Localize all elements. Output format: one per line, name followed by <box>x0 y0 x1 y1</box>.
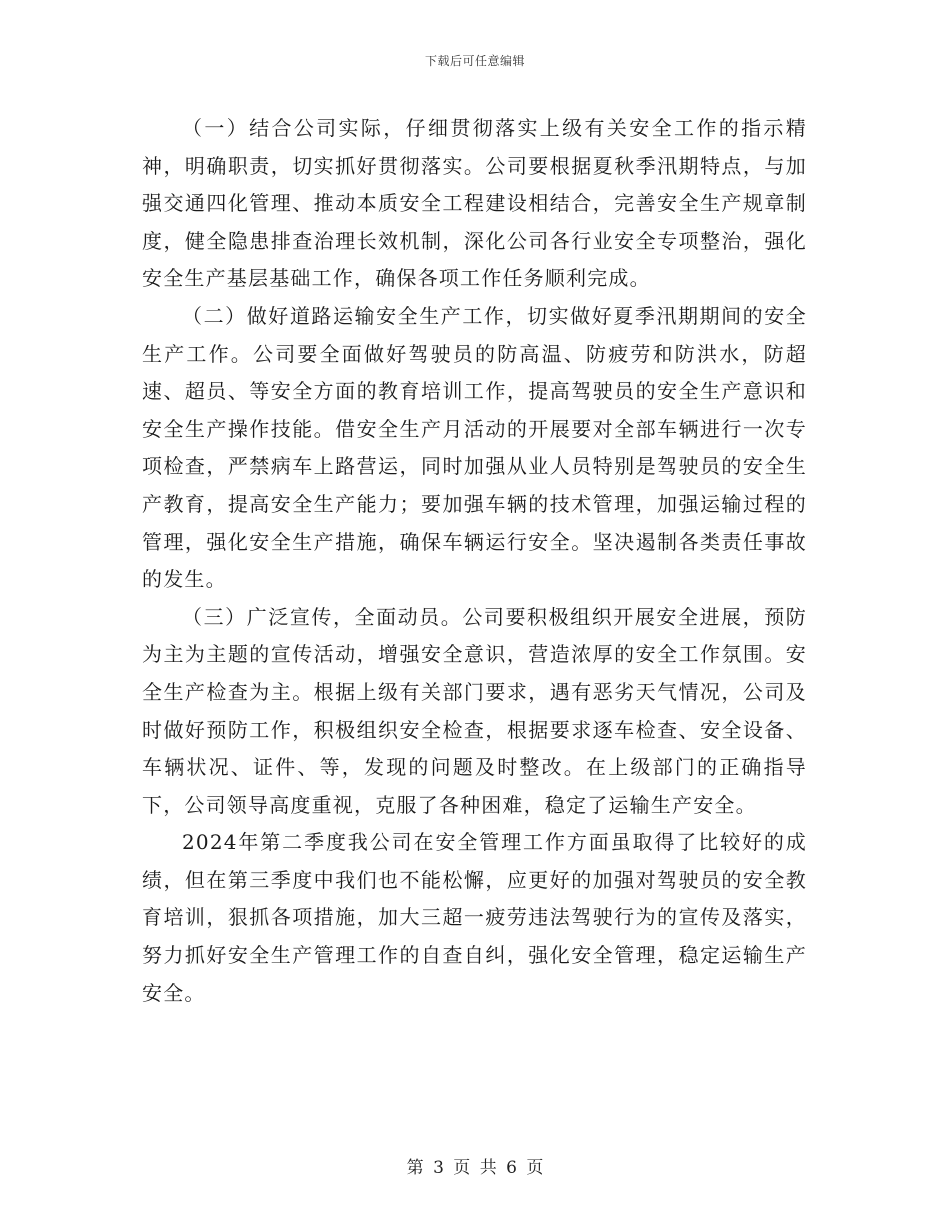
paragraph-section-three: （三）广泛宣传，全面动员。公司要积极组织开展安全进展，预防为主为主题的宣传活动，增强安全意识，营造浓厚的安全工作氛围。安全生产检查为主。根据上级有关部门要求，遇有恶劣天气情况，公司及时做好预防工作，积极组织安全检查，根据要求逐车检查、安全设备、车辆状况、证件、等，发现的问题及时整改。在上级部门的正确指导下，公司领导高度重视，克服了各种困难，稳定了运输生产安全。 <box>142 604 807 817</box>
paragraph-section-two: （二）做好道路运输安全生产工作，切实做好夏季汛期期间的安全生产工作。公司要全面做好驾驶员的防高温、防疲劳和防洪水，防超速、超员、等安全方面的教育培训工作，提高驾驶员的安全生产意识和安全生产操作技能。借安全生产月活动的开展要对全部车辆进行一次专项检查，严禁病车上路营运，同时加强从业人员特别是驾驶员的安全生产教育，提高安全生产能力；要加强车辆的技术管理，加强运输过程的管理，强化安全生产措施，确保车辆运行安全。坚决遏制各类责任事故的发生。 <box>142 303 807 592</box>
paragraph-summary: 2024年第二季度我公司在安全管理工作方面虽取得了比较好的成绩，但在第三季度中我们也不能松懈，应更好的加强对驾驶员的安全教育培训，狠抓各项措施，加大三超一疲劳违法驾驶行为的宣传及落实，努力抓好安全生产管理工作的自查自纠，强化安全管理，稳定运输生产安全。 <box>142 830 807 1005</box>
page-number-footer: 第 3 页 共 6 页 <box>406 1158 544 1178</box>
document-body <box>142 110 807 1012</box>
paragraph-section-one: （一）结合公司实际，仔细贯彻落实上级有关安全工作的指示精神，明确职责，切实抓好贯彻落实。公司要根据夏秋季汛期特点，与加强交通四化管理、推动本质安全工程建设相结合，完善安全生产规章制度，健全隐患排查治理长效机制，深化公司各行业安全专项整治，强化安全生产基层基础工作，确保各项工作任务顺利完成。 <box>142 116 807 291</box>
page-header-note: 下载后可任意编辑 <box>424 54 525 68</box>
